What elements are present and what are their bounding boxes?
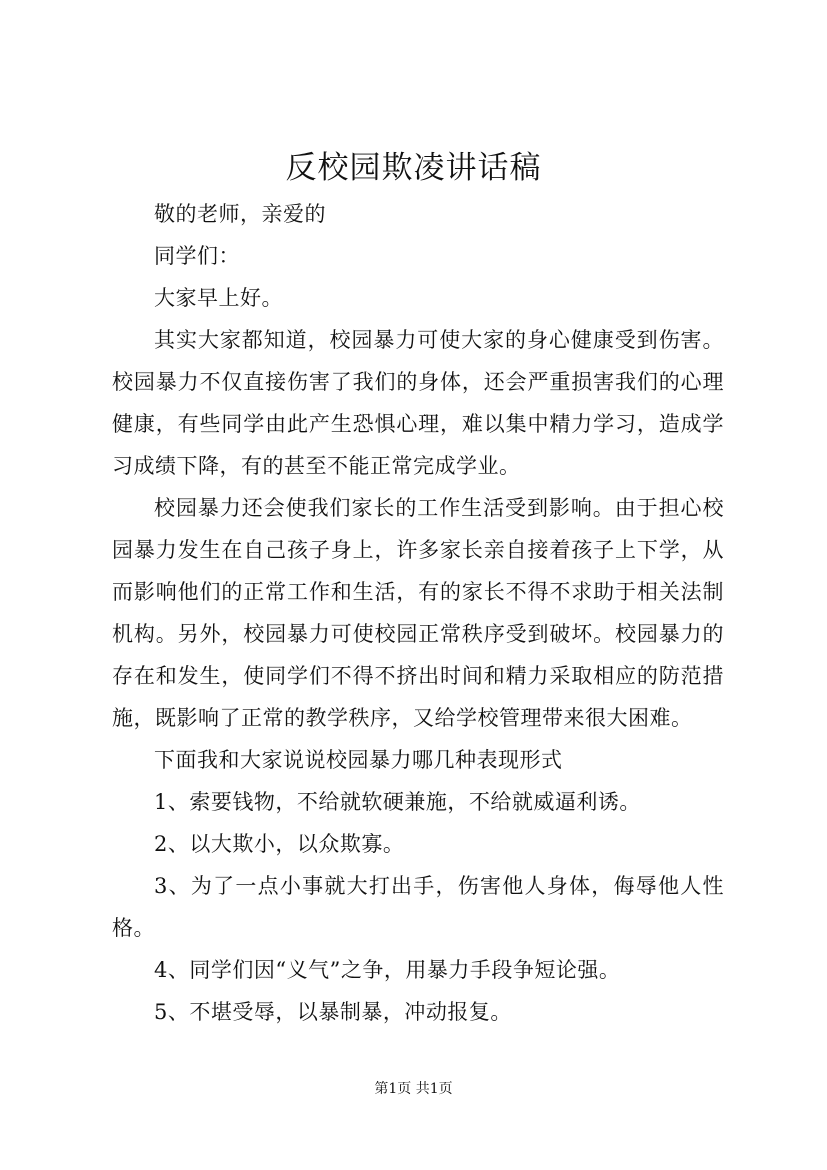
paragraph-greeting-line1: 敬的老师，亲爱的 (154, 202, 326, 226)
page-number-footer: 第1页 共1页 (374, 1081, 453, 1097)
list-item-4: 4、同学们因“义气”之争，用暴力手段争短论强。 (154, 958, 621, 982)
paragraph-forms-intro: 下面我和大家说说校园暴力哪几种表现形式 (154, 748, 563, 772)
document-title: 反校园欺凌讲话稿 (285, 150, 542, 186)
list-item-2: 2、以大欺小，以众欺寡。 (154, 832, 405, 856)
paragraph-harm-to-parents: 校园暴力还会使我们家长的工作生活受到影响。由于担心校园暴力发生在自己孩子身上，许多家长亲自接着孩子上下学，从而影响他们的正常工作和生活，有的家长不得不求助于相关法制机构。另外，校园暴力可使校园正常秩序受到破坏。校园暴力的存在和发生，使同学们不得不挤出时间和精力采取相应的防范措施，既影响了正常的教学秩序，又给学校管理带来很大困难。 (112, 496, 724, 730)
document-body (112, 193, 724, 1033)
list-item-5: 5、不堪受辱，以暴制暴，冲动报复。 (154, 1000, 512, 1024)
paragraph-harm-to-students: 其实大家都知道，校园暴力可使大家的身心健康受到伤害。校园暴力不仅直接伤害了我们的身体，还会严重损害我们的心理健康，有些同学由此产生恐惧心理，难以集中精力学习，造成学习成绩下降，有的甚至不能正常完成学业。 (112, 328, 724, 478)
list-item-1: 1、索要钱物，不给就软硬兼施，不给就威逼利诱。 (154, 790, 641, 814)
list-item-3: 3、为了一点小事就大打出手，伤害他人身体，侮辱他人性格。 (112, 874, 724, 940)
paragraph-greeting-line2: 同学们： (154, 244, 240, 268)
paragraph-good-morning: 大家早上好。 (154, 286, 283, 310)
